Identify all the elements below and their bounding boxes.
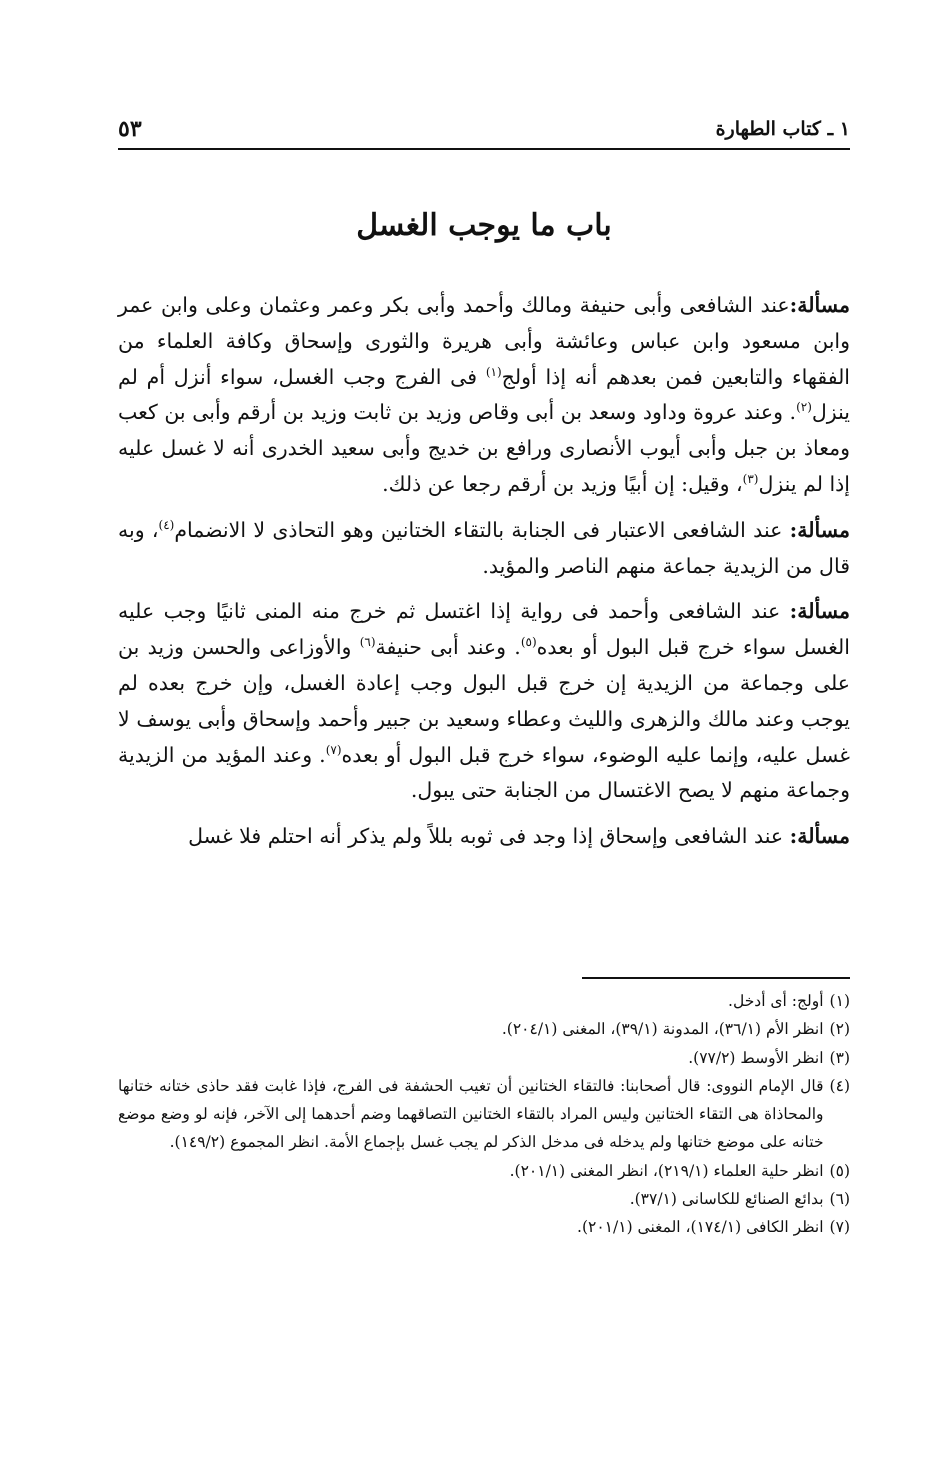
footnote-text: قال الإمام النووى: قال أصحابنا: فالتقاء الختانين أن تغيب الحشفة فى الفرج، فإذا غابت فقد حاذى ختانه ختانها والمحاذاة هى التقاء الختانين وليس المراد بالتقاء الختانين التصاقهما وضم أحدهما إلى الآخر، فإنه لو وضع موضع ختانه على موضع ختانها ولم يدخله فى مدخل الذكر لم يجب غسل بإجماع الأمة. انظر المجموع (١٤٩/٢). [118, 1076, 824, 1152]
issue-text: عند الشافعى وأبى حنيفة ومالك وأحمد وأبى بكر وعمر وعثمان وعلى وابن عمر وابن مسعود وابن عباس وعائشة وأبى هريرة والثورى وإسحاق وكافة العلماء من الفقهاء والتابعين فمن بعدهم أنه إذا أولج [118, 293, 851, 389]
footnote-separator [582, 977, 850, 979]
footnote [118, 1072, 850, 1157]
footnote-number: (٧) [829, 1218, 850, 1237]
issue-text: عند الشافعى وأحمد فى رواية إذا اغتسل ثم خرج منه المنى ثانيًا وجب عليه الغسل سواء خرج قبل البول أو بعده [118, 599, 850, 660]
issue-paragraph [118, 819, 850, 855]
footnote-text: بدائع الصنائع للكاسانى (٣٧/١). [629, 1190, 824, 1209]
footnote-number: (٥) [829, 1161, 850, 1180]
issue-text: . وعند المؤيد من الزيدية وجماعة منهم لا يصح الاغتسال من الجنابة حتى يبول. [118, 742, 850, 803]
issue-text: والأوزاعى والحسن وزيد بن على وجماعة من الزيدية إن خرج قبل البول وجب إعادة الغسل، وإن خرج بعده لم يوجب وعند مالك والزهرى والليث وعطاء وسعيد بن جبير وأحمد وإسحاق وأبى يوسف لا غسل عليه، وإنما عليه الوضوء، سواء خرج قبل البول أو بعده [118, 635, 850, 767]
running-title: ١ ـ كتاب الطهارة [715, 118, 850, 140]
main-text [118, 288, 850, 865]
issue-text: . وعند أبى حنيفة [375, 635, 521, 660]
issue-text: فى الفرج وجب الغسل، سواء أنزل أم لم ينزل [118, 364, 850, 425]
footnote-number: (٢) [829, 1020, 850, 1039]
chapter-title: باب ما يوجب الغسل [356, 208, 612, 243]
footnote [118, 987, 850, 1015]
issue-paragraph [118, 288, 850, 503]
issue-paragraph [118, 513, 850, 585]
issue-text: عند الشافعى الاعتبار فى الجنابة بالتقاء الختانين وهو التحاذى لا الانضمام [174, 517, 790, 542]
footnote-ref: (٧) [325, 742, 342, 757]
footnote-number: (٤) [829, 1076, 850, 1095]
footnote-ref: (٤) [158, 517, 175, 532]
footnote-ref: (٥) [520, 635, 537, 650]
issue-lead: مسألة: [789, 517, 850, 542]
footnote [118, 1213, 850, 1241]
issue-lead: مسألة: [789, 824, 850, 849]
footnotes [118, 987, 850, 1242]
issue-text: ، وقيل: إن أبيًا وزيد بن أرقم رجعا عن ذلك. [382, 471, 743, 496]
footnote [118, 1157, 850, 1185]
footnote-number: (٣) [829, 1048, 850, 1067]
issue-paragraph [118, 594, 850, 809]
issue-text: عند الشافعى وإسحاق إذا وجد فى ثوبه بللاً ولم يذكر أنه احتلم فلا غسل [188, 824, 790, 849]
footnote-text: انظر الأوسط (٧٧/٢). [688, 1048, 824, 1067]
footnote-number: (١) [829, 992, 850, 1010]
footnote-ref: (٣) [742, 472, 759, 487]
issue-lead: مسألة: [789, 599, 850, 624]
issue-text: ، وبه قال من الزيدية جماعة منهم الناصر والمؤيد. [118, 517, 850, 578]
footnote-text: أولج: أى أدخل. [728, 992, 824, 1010]
footnote-text: انظر الأم (٣٦/١)، المدونة (٣٩/١)، المغنى (٢٠٤/١). [501, 1020, 824, 1039]
footnote [118, 1044, 850, 1072]
footnote [118, 1185, 850, 1213]
footnote [118, 1015, 850, 1043]
footnote-text: انظر حلية العلماء (٢١٩/١)، انظر المغنى (٢٠١/١). [509, 1161, 824, 1180]
issue-lead: مسألة: [789, 293, 850, 317]
page-number: ٥٣ [118, 116, 142, 142]
footnote-text: انظر الكافى (١٧٤/١)، المغنى (٢٠١/١). [577, 1218, 824, 1237]
footnote-ref: (٦) [359, 635, 376, 650]
issue-text: . وعند عروة وداود وسعد بن أبى وقاص وزيد بن ثابت وزيد بن أرقم وأبى بن كعب ومعاذ بن جبل وأبى أيوب الأنصارى ورافع بن خديج وأبى سعيد الخدرى أنه لا غسل عليه إذا لم ينزل [118, 400, 850, 496]
footnote-ref: (٢) [796, 400, 812, 415]
page-header [118, 112, 850, 150]
footnote-ref: (١) [485, 364, 502, 379]
footnote-number: (٦) [829, 1190, 850, 1209]
